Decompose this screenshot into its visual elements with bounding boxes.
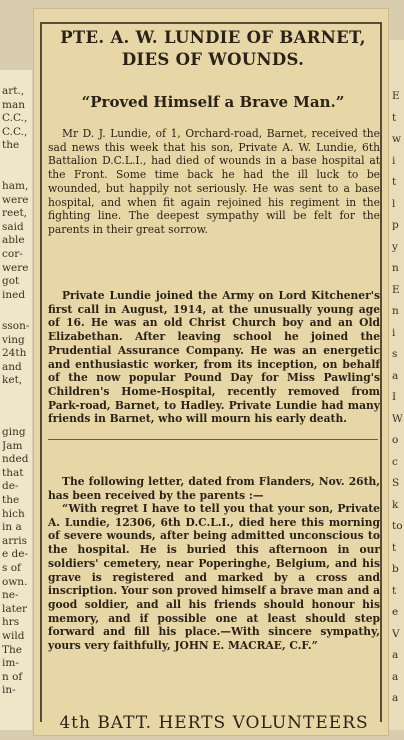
- right-fragment: S: [392, 477, 400, 489]
- left-fragment: that: [2, 466, 24, 479]
- right-fragment: k: [392, 498, 399, 511]
- left-fragment: able: [2, 234, 25, 247]
- right-fragment: I: [392, 391, 397, 403]
- next-article-heading: 4th BATT. HERTS VOLUNTEERS: [59, 713, 369, 733]
- left-fragment: own.: [2, 575, 28, 588]
- article-subheading: “Proved Himself a Brave Man.”: [81, 93, 345, 111]
- left-fragment: hich: [2, 507, 25, 520]
- right-fragment: t: [392, 176, 397, 188]
- left-fragment: in a: [2, 521, 22, 534]
- left-fragment: ging: [2, 426, 26, 438]
- right-fragment: n: [392, 305, 399, 317]
- right-fragment: y: [392, 240, 398, 253]
- left-fragment: im-: [2, 657, 19, 670]
- left-fragment: C.C.,: [2, 125, 28, 138]
- left-fragment: the: [2, 494, 20, 506]
- paragraph-2: Private Lundie joined the Army on Lord Kitchener's first call in August, 1914, at the unusually young age of 16. He was an old Christ Church boy and an Old Elizabethan. After leaving school he joined the Prudential Assurance Company. He was an energetic and enthusiastic worker, from its inception, on behalf of the now popular Pound Day for Miss Pawling's Children's Home-Hospital, recently removed from Park-road, Barnet, to Hadley. Private Lundie had many friends in Barnet, who will mourn his early death.: [48, 289, 380, 426]
- left-fragment: cor-: [2, 248, 23, 260]
- right-fragment: s: [392, 348, 398, 360]
- left-fragment: art.,: [2, 85, 25, 97]
- right-fragment: p: [392, 219, 399, 231]
- left-fragment: C.C.,: [2, 112, 28, 125]
- left-fragment: arris: [2, 534, 28, 547]
- left-fragment: later: [2, 602, 28, 615]
- right-fragment: i: [392, 326, 396, 339]
- column-rule-left: [40, 22, 42, 722]
- paragraph-1: Mr D. J. Lundie, of 1, Orchard-road, Barnet, received the sad news this week that his son, Private A. W. Lundie, 6th Battalion D.C.L.I., had died of wounds in a base hospital at the Front. Some time back he had the ill luck to be wounded, but happily not seriously. He was sent to a base hospital, and when fit again rejoined his regiment in the fighting line. The deepest sympathy will be felt for the parents in their great sorrow.: [48, 127, 380, 236]
- right-fragment: o: [392, 434, 399, 446]
- left-fragment: were: [2, 193, 29, 206]
- left-fragment: reet,: [2, 207, 28, 220]
- right-fragment: a: [392, 649, 399, 661]
- left-fragment: the: [2, 139, 20, 152]
- left-fragment: sson-: [2, 320, 30, 332]
- left-fragment: nded: [2, 453, 29, 466]
- left-fragment: 24th: [2, 347, 27, 360]
- right-fragment: t: [392, 541, 397, 554]
- left-fragment: ined: [2, 288, 26, 301]
- right-fragment: t: [392, 111, 397, 124]
- left-fragment: ving: [2, 333, 25, 346]
- left-fragment: n of: [2, 670, 23, 683]
- right-fragment: l: [392, 197, 396, 210]
- left-fragment: man: [2, 98, 25, 111]
- left-fragment: e de-: [2, 548, 29, 561]
- right-fragment: w: [392, 133, 401, 145]
- letter-paragraph: “With regret I have to tell you that your son, Private A. Lundie, 12306, 6th D.C.L.I., died here this morning of severe wounds, after being admitted unconscious to the hospital. He is buried this afternoon in our soldiers' cemetery, near Poperinghe, Belgium, and his grave is registered and marked by a cross and inscription. Your son proved himself a brave man and a good soldier, and all his friends should honour his memory, and if possible one at least should step forward and fill his place.—With sincere sympathy, yours very faithfully, JOHN E. MACRAE, C.F.”: [48, 502, 380, 653]
- column-rule-top: [40, 22, 382, 24]
- left-fragment: ne-: [2, 589, 19, 602]
- section-divider: [48, 439, 378, 440]
- left-fragment: ham,: [2, 180, 29, 192]
- left-fragment: in-: [2, 684, 16, 697]
- paragraph-3: The following letter, dated from Flanders, Nov. 26th, has been received by the parents :—: [48, 475, 380, 502]
- left-fragment: wild: [2, 630, 25, 642]
- left-fragment: Jam: [2, 439, 23, 452]
- left-fragment: s of: [2, 562, 21, 574]
- right-fragment: e: [392, 606, 399, 618]
- left-fragment: de-: [2, 480, 19, 493]
- right-fragment: W: [392, 412, 403, 425]
- column-rule-right: [380, 22, 382, 722]
- left-fragment: The: [2, 643, 22, 656]
- right-fragment: n: [392, 262, 399, 274]
- left-fragment: said: [2, 220, 24, 233]
- left-fragment: and: [2, 360, 22, 373]
- right-fragment: a: [392, 692, 399, 704]
- right-fragment: E: [392, 90, 400, 102]
- left-fragment: ket,: [2, 374, 23, 387]
- article-title: PTE. A. W. LUNDIE OF BARNET, DIES OF WOUNDS.: [60, 28, 366, 69]
- left-fragment: got: [2, 275, 20, 288]
- right-fragment: b: [392, 563, 399, 575]
- right-fragment: to: [392, 520, 403, 532]
- right-fragment: c: [392, 455, 398, 468]
- right-fragment: V: [392, 627, 400, 640]
- left-fragment: hrs: [2, 616, 20, 629]
- right-fragment: E: [392, 283, 400, 296]
- right-fragment: a: [392, 670, 399, 683]
- left-fragment: were: [2, 261, 29, 274]
- right-fragment: a: [392, 369, 399, 382]
- right-fragment: i: [392, 154, 396, 167]
- right-fragment: t: [392, 584, 397, 597]
